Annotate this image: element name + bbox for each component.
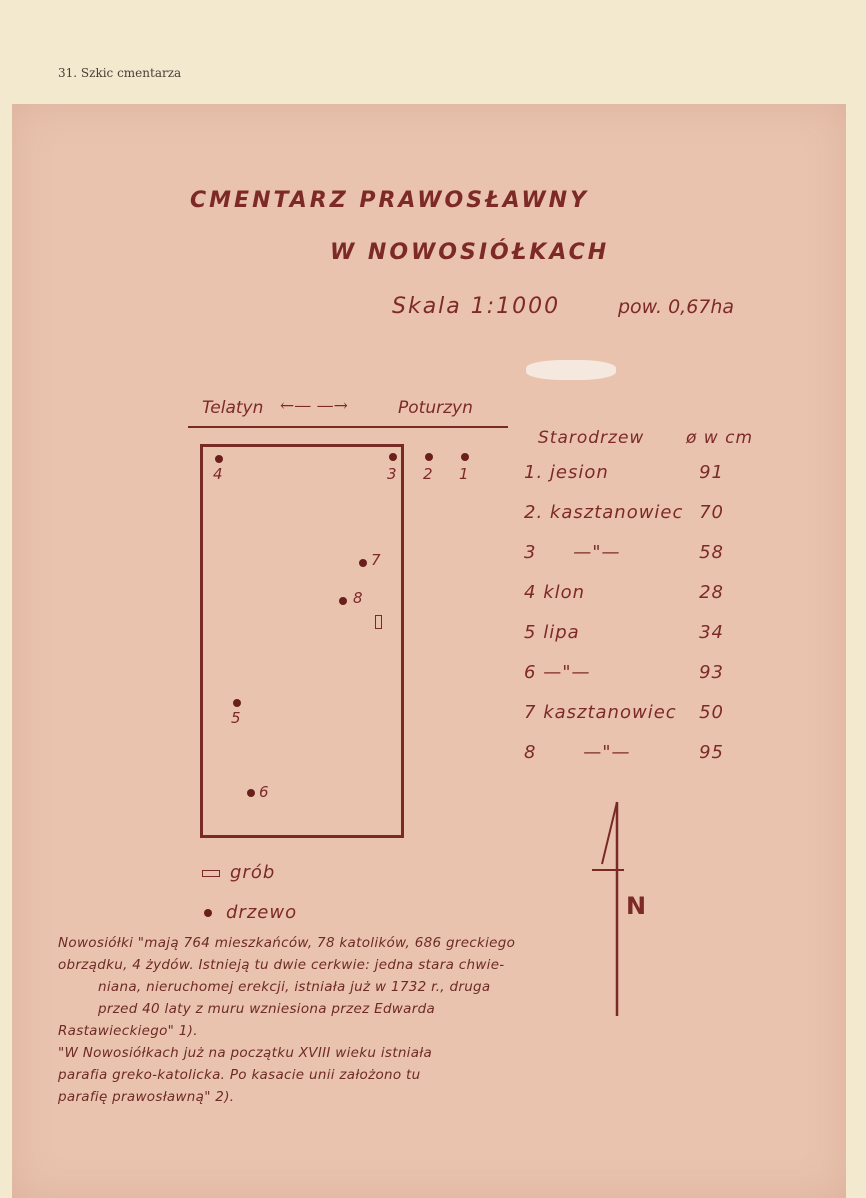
tree-row-diameter: 95 (699, 742, 724, 763)
tree-row-name: —"— (573, 542, 621, 563)
note-line: "W Nowosiółkach już na początku XVIII wieku istniała (58, 1045, 433, 1061)
tree-label-6: 6 (259, 783, 269, 801)
map-scale: Skala 1:1000 (392, 294, 561, 319)
tree-row-number: 5 (524, 622, 537, 643)
tree-row-number: 6 (524, 662, 537, 683)
historical-note (58, 932, 618, 1108)
tree-marker-5 (233, 699, 241, 707)
tree-row-diameter: 58 (699, 542, 724, 563)
trees-table-header (538, 428, 754, 448)
tree-row (524, 702, 724, 726)
legend-grave (202, 862, 275, 883)
tree-marker-8 (339, 597, 347, 605)
tree-row (524, 502, 724, 526)
tree-row-diameter: 34 (699, 622, 724, 643)
road-right-label: Poturzyn (398, 398, 473, 418)
tree-row-number: 4 (524, 582, 537, 603)
tree-row (524, 582, 724, 606)
tree-row-name: —"— (543, 662, 591, 683)
note-line: parafię prawosławną" 2). (58, 1089, 235, 1105)
grave-marker (375, 615, 382, 629)
note-line: parafia greko-katolicka. Po kasacie unii założono tu (58, 1067, 421, 1083)
tree-label-7: 7 (371, 551, 381, 569)
tree-row-diameter: 28 (699, 582, 724, 603)
tree-label-8: 8 (353, 589, 363, 607)
tree-row (524, 622, 724, 646)
figure-caption: 31. Szkic cmentarza (58, 66, 182, 80)
tree-row-name: klon (543, 582, 586, 603)
tree-row-number: 2. (524, 502, 544, 523)
tree-label-1: 1 (459, 465, 469, 483)
note-line: Rastawieckiego" 1). (58, 1023, 198, 1039)
tree-row-diameter: 91 (699, 462, 724, 483)
cemetery-plot (200, 444, 469, 838)
tree-marker-4 (215, 455, 223, 463)
note-line: niana, nieruchomej erekcji, istniała już w 1732 r., druga (98, 979, 491, 995)
tree-row-name: jesion (549, 462, 609, 483)
tree-marker-6 (247, 789, 255, 797)
tree-row-number: 3 (524, 542, 537, 563)
tree-marker-2 (425, 453, 433, 461)
tree-marker-3 (389, 453, 397, 461)
trees-header-unit: ø w cm (686, 428, 754, 448)
tree-label-3: 3 (387, 465, 397, 483)
tree-row-diameter: 70 (699, 502, 724, 523)
trees-header-label: Starodrzew (538, 428, 645, 448)
tree-row-name: lipa (543, 622, 580, 643)
tree-row-diameter: 93 (699, 662, 724, 683)
tree-row-name: kasztanowiec (549, 502, 684, 523)
note-line: obrządku, 4 żydów. Istnieją tu dwie cerkwie: jedna stara chwie- (58, 957, 505, 973)
tree-marker-7 (359, 559, 367, 567)
map-sheet (12, 104, 846, 1198)
tree-row (524, 662, 724, 686)
tree-row-name: kasztanowiec (543, 702, 677, 723)
tree-row (524, 742, 724, 766)
tree-marker-1 (461, 453, 469, 461)
tree-row (524, 542, 724, 566)
road-arrows: ←— —→ (280, 396, 348, 416)
tree-row (524, 462, 724, 486)
road-line (188, 426, 508, 428)
paper-stain (526, 360, 616, 380)
note-line: Nowosiółki "mają 764 mieszkańców, 78 katolików, 686 greckiego (58, 935, 516, 951)
legend-grave-label: grób (230, 862, 276, 883)
map-title-line2: W NOWOSIÓŁKACH (330, 240, 610, 265)
map-area: pow. 0,67ha (618, 296, 735, 318)
tree-row-number: 7 (524, 702, 537, 723)
tree-label-4: 4 (213, 465, 223, 483)
map-title-line1: CMENTARZ PRAWOSŁAWNY (190, 188, 590, 213)
tree-row-diameter: 50 (699, 702, 724, 723)
tree-label-5: 5 (231, 709, 241, 727)
north-label: N (626, 892, 647, 920)
tree-row-name: —"— (583, 742, 631, 763)
grave-symbol-icon (202, 870, 220, 877)
tree-label-2: 2 (423, 465, 433, 483)
tree-symbol-icon (204, 909, 212, 917)
note-line: przed 40 laty z muru wzniesiona przez Edwarda (98, 1001, 436, 1017)
tree-row-number: 8 (524, 742, 537, 763)
road-left-label: Telatyn (202, 398, 264, 418)
tree-row-number: 1. (524, 462, 544, 483)
legend-tree-label: drzewo (226, 902, 298, 923)
legend-tree (204, 902, 297, 923)
